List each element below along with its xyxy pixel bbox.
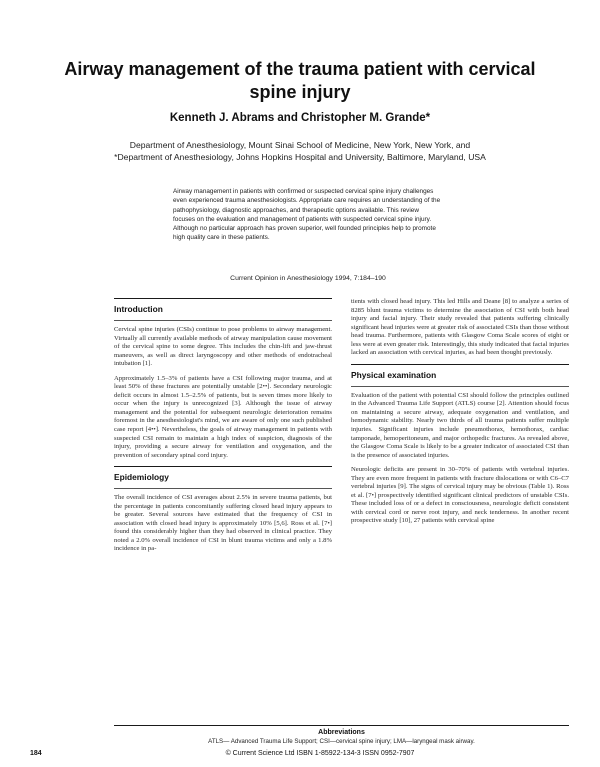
affiliation-line-1: Department of Anesthesiology, Mount Sinai School of Medicine, New York, New York, and [129,140,471,150]
article-title: Airway management of the trauma patient with cervical spine injury [64,59,536,102]
affiliation-line-2: *Department of Anesthesiology, Johns Hopkins Hospital and University, Baltimore, Maryland, USA [114,151,486,162]
epidemiology-heading: Epidemiology [114,472,169,483]
journal-citation: Current Opinion in Anesthesiology 1994, 7:184–190 [230,275,386,282]
epidemiology-paragraph-1: The overall incidence of CSI averages about 2.5% in severe trauma patients, but the percentage in patients concomitantly suffering closed head injury appears to be greater. Several sources have estimated that the frequency of CSI in association with closed head injury is approximately 10% [5,6]. Ross et al. [7•] found this considerably higher than they had observed in clinical practice. They noted a 2.0% overall incidence of CSI in blunt trauma victims and only a 1.8% incidence in pa- [114,494,332,553]
page-footer [30,750,570,762]
physical-examination-paragraph-2: Neurologic deficits are present in 30–70% of patients with vertebral injuries. They are even more frequent in patients with fracture dislocations or with C6–C7 vertebral injuries [9]. The signs of cervical injury may be obvious (Table 1). Ross et al. [7•] prospectively identified significant clinical predictors of unstable CSIs. These included loss of or a defect in consciousness, neurologic deficit consistent with cervical cord or nerve root injury, and neck tenderness. In another recent prospective study [10], 27 patients with cervical spine [351,466,569,525]
author-affiliations [70,140,530,163]
article-authors: Kenneth J. Abrams and Christopher M. Grande* [169,112,431,124]
right-column [351,298,569,530]
continued-paragraph: tients with closed head injury. This led Hills and Deane [8] to analyze a series of 8285 blunt trauma victims to determine the association of CSI with both head injury and facial injury. Their study revealed that patients suffering clinically significant head injuries were at greater risk of associated CSIs than those without head trauma. Furthermore, patients with Glasgow Coma Scale scores of eight or less were at even greater risk. Interestingly, this study indicated that facial injuries lacked an association with cervical injuries, as had been thought previously. [351,298,569,357]
abbreviations-box [114,725,569,745]
physical-examination-heading: Physical examination [351,369,437,380]
introduction-paragraph-2: Approximately 1.5–3% of patients have a CSI following major trauma, and at least 50% of these fractures are potentially unstable [2••]. Secondary neurologic deficit occurs in almost 1.5–2.5% of patients, but is seven times more likely to occur when the injury is unrecognized [3]. Although the issue of airway management and the potential for subsequent neurologic deterioration remains foremost in the anesthesiologist's mind, we are aware of only one such published case report [4••]. Nevertheless, the goals of airway management in patients with suspected CSI remain to maintain a high index of suspicion, diagnosis of the injury, providing a secure airway for ventilation and oxygenation, and the prevention of secondary spinal cord injury. [114,374,332,459]
left-column [114,298,332,558]
page-number: 184 [30,750,42,757]
publisher-line: © Current Science Ltd ISBN 1-85922-134-3 ISSN 0952-7907 [225,750,415,757]
abbreviations-text: ATLS— Advanced Trauma Life Support; CSI—cervical spine injury; LMA—laryngeal mask airway. [208,738,475,745]
physical-examination-paragraph-1: Evaluation of the patient with potential CSI should follow the principles outlined in the Advanced Trauma Life Support (ATLS) course [2]. Attention should focus on maintaining a secure airway, adequate oxygenation and ventilation, and hemodynamic stability. Nearly two thirds of all trauma patients suffer multiple injuries. Significant injuries include pneumothorax, hemothorax, cardiac tamponade, hemoperitoneum, and major orthopedic fractures. As revealed above, the Glasgow Coma Scale is likely to be a greater indicator of associated CSI than is the presence of associated injuries. [351,391,569,459]
article-abstract: Airway management in patients with confirmed or suspected cervical spine injury challenges even experienced trauma anesthesiologists. Appropriate care requires an understanding of the pathophysiology, diagnostic approaches, and therapeutic options available. This review focuses on the evaluation and management of patients with suspected cervical spine injury. Although no particular approach has proven superior, well founded principles help to promote high quality care in these patients. [173,188,441,242]
abbreviations-heading: Abbreviations [318,729,365,736]
introduction-heading: Introduction [114,304,163,314]
introduction-paragraph-1: Cervical spine injuries (CSIs) continue to pose problems to airway management. Virtually all currently available methods of airway manipulation cause movement of the cervical spine to some degree. This includes the chin-lift and jaw-thrust maneuvers, as well as direct laryngoscopy and other methods of endotracheal intubation [1]. [114,326,332,368]
